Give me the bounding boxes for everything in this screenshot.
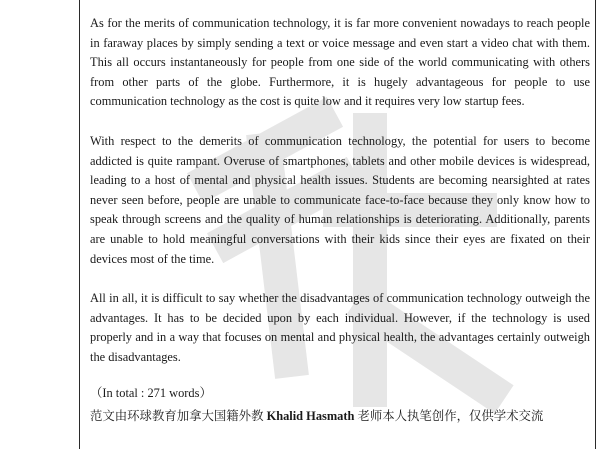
left-column-cell [0,0,80,449]
credit-prefix: 范文由环球教育加拿大国籍外教 [90,408,267,423]
paragraph-conclusion: All in all, it is difficult to say whether the disadvantages of communication technology outweigh the advantages. It has to be decided upon by each individual. However, if the technology is used properly and in a way that focuses on mental and physical health, the advantages certainly outweigh the disadvantages. [90,291,590,364]
right-border [595,0,596,449]
word-count-note: （In total : 271 words） [90,385,212,400]
paragraph-demerits: With respect to the demerits of communication technology, the potential for users to become addicted is quite rampant. Overuse of smartphones, tablets and other mobile devices is widespread, leading to a host of mental and physical health issues. Students are becoming nearsighted at rates never seen before, people are unable to communicate face-to-face because they only know how to speak through screens and the quality of human relationships is deteriorating. Additionally, parents are unable to hold meaningful conversations with their kids since their eyes are fixated on their devices most of the time. [90,133,590,266]
essay-body [90,14,590,426]
credit-author: Khalid Hasmath [266,408,355,423]
author-credit [90,407,590,426]
paragraph-merits: As for the merits of communication technology, it is far more convenient nowadays to reach people in faraway places by simply sending a text or voice message and even start a video chat with them. This all occurs instantaneously for people from one side of the world communicating with others from other parts of the globe. Furthermore, it is hugely advantageous for people to use communication technology as the cost is quite low and it requires very low startup fees. [90,16,590,109]
credit-suffix: 老师本人执笔创作，仅供学术交流 [354,408,544,423]
